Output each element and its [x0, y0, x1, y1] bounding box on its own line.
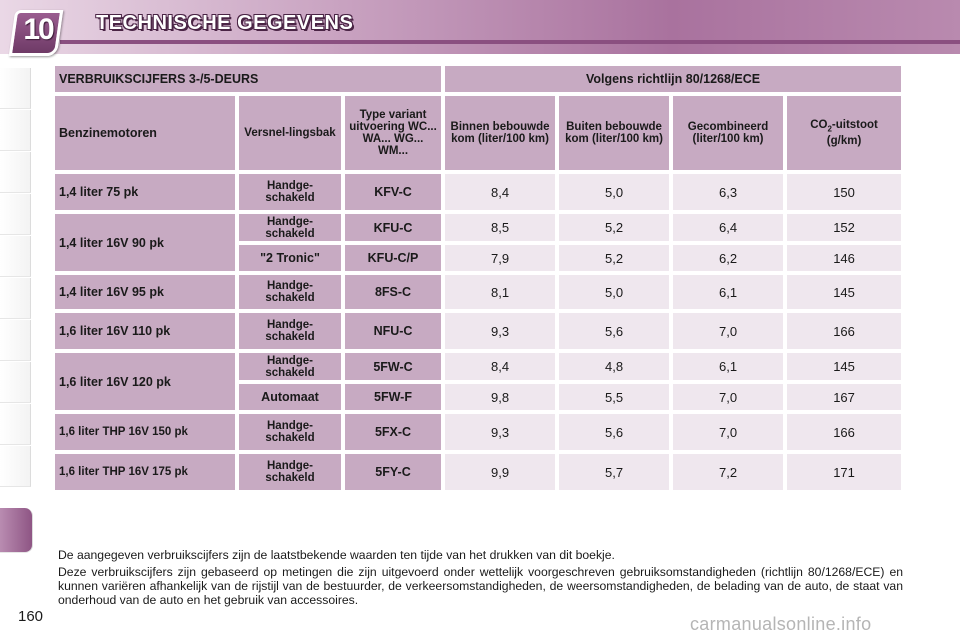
urban-cell: 8,4: [445, 353, 555, 380]
type-cell: KFU-C/P: [345, 245, 441, 271]
header-gearbox: Versnel-lingsbak: [239, 96, 341, 170]
combined-cell: 6,3: [673, 174, 783, 210]
co2-cell: 146: [787, 245, 901, 271]
combined-cell: 7,0: [673, 384, 783, 410]
co2-cell: 150: [787, 174, 901, 210]
combined-cell: 7,0: [673, 414, 783, 450]
chapter-tab[interactable]: [0, 68, 31, 109]
gearbox-cell: Automaat: [239, 384, 341, 410]
urban-cell: 9,3: [445, 414, 555, 450]
type-cell: 8FS-C: [345, 275, 441, 309]
engine-cell: 1,6 liter 16V 110 pk: [55, 313, 235, 349]
engine-cell: 1,4 liter 75 pk: [55, 174, 235, 210]
co2-cell: 171: [787, 454, 901, 490]
chapter-tab[interactable]: [0, 446, 31, 487]
header-type-variant: Type variant uitvoering WC... WA... WG... WM...: [345, 96, 441, 170]
footnote-paragraph: De aangegeven verbruikscijfers zijn de laatstbekende waarden ten tijde van het drukken van dit boekje.: [58, 548, 615, 562]
chapter-tab[interactable]: [0, 362, 31, 403]
chapter-tab[interactable]: [0, 278, 31, 319]
header-extra-urban: Buiten bebouwde kom (liter/100 km): [559, 96, 669, 170]
table-row: [55, 174, 901, 210]
header-combined: Gecombineerd (liter/100 km): [673, 96, 783, 170]
urban-cell: 9,8: [445, 384, 555, 410]
combined-cell: 6,2: [673, 245, 783, 271]
gearbox-cell: Handge-schakeld: [239, 275, 341, 309]
engine-cell: 1,6 liter 16V 120 pk: [55, 353, 235, 410]
urban-cell: 8,5: [445, 214, 555, 241]
header-urban: Binnen bebouwde kom (liter/100 km): [445, 96, 555, 170]
header-co2: $CO_2$-uitstoot (g/km): [787, 96, 901, 170]
extra-urban-cell: 5,6: [559, 313, 669, 349]
gearbox-cell: Handge-schakeld: [239, 454, 341, 490]
table-directive: Volgens richtlijn 80/1268/ECE: [445, 66, 901, 92]
table-title: VERBRUIKSCIJFERS 3-/5-DEURS: [55, 66, 441, 92]
co2-cell: 145: [787, 353, 901, 380]
chapter-tab-rail: [0, 60, 34, 560]
gearbox-cell: "2 Tronic": [239, 245, 341, 271]
footnote: [58, 548, 903, 610]
type-cell: 5FW-C: [345, 353, 441, 380]
urban-cell: 8,4: [445, 174, 555, 210]
chapter-tab[interactable]: [0, 320, 31, 361]
co2-cell: 166: [787, 313, 901, 349]
combined-cell: 7,0: [673, 313, 783, 349]
type-cell: 5FX-C: [345, 414, 441, 450]
extra-urban-cell: 5,5: [559, 384, 669, 410]
co2-cell: 166: [787, 414, 901, 450]
extra-urban-cell: 5,0: [559, 275, 669, 309]
urban-cell: 7,9: [445, 245, 555, 271]
combined-cell: 6,4: [673, 214, 783, 241]
extra-urban-cell: 5,7: [559, 454, 669, 490]
gearbox-cell: Handge-schakeld: [239, 313, 341, 349]
engine-cell: 1,4 liter 16V 90 pk: [55, 214, 235, 271]
header-divider: [60, 40, 960, 44]
consumption-table-wrapper: [55, 62, 905, 494]
footnote-paragraph: Deze verbruikscijfers zijn gebaseerd op metingen die zijn uitgevoerd onder wettelijk voorgeschreven gebruiksomstandigheden (richtlijn 80/1268/ECE) en kunnen variëren afhankelijk van de rijstijl van de bestuurder, de verkeersomstandigheden, de weersomstandigheden, de belading van de auto, de staat van onderhoud van de auto en het gebruik van accessoires.: [58, 565, 903, 607]
extra-urban-cell: 5,2: [559, 214, 669, 241]
chapter-tab[interactable]: [0, 404, 31, 445]
page-title: TECHNISCHE GEGEVENS: [96, 12, 354, 34]
chapter-tab[interactable]: [0, 236, 31, 277]
table-row: [55, 414, 901, 450]
chapter-number: 10: [23, 13, 53, 46]
type-cell: KFU-C: [345, 214, 441, 241]
extra-urban-cell: 5,6: [559, 414, 669, 450]
co2-cell: 152: [787, 214, 901, 241]
gearbox-cell: Handge-schakeld: [239, 174, 341, 210]
chapter-tab[interactable]: [0, 152, 31, 193]
extra-urban-cell: 5,2: [559, 245, 669, 271]
table-row: [55, 275, 901, 309]
gearbox-cell: Handge-schakeld: [239, 414, 341, 450]
urban-cell: 9,3: [445, 313, 555, 349]
table-row: [55, 353, 901, 380]
co2-cell: 145: [787, 275, 901, 309]
chapter-tab[interactable]: [0, 110, 31, 151]
extra-urban-cell: 5,0: [559, 174, 669, 210]
header-engines: Benzinemotoren: [55, 96, 235, 170]
engine-cell: 1,6 liter THP 16V 175 pk: [55, 454, 235, 490]
type-cell: 5FY-C: [345, 454, 441, 490]
type-cell: 5FW-F: [345, 384, 441, 410]
table-row: [55, 313, 901, 349]
type-cell: NFU-C: [345, 313, 441, 349]
extra-urban-cell: 4,8: [559, 353, 669, 380]
co2-cell: 167: [787, 384, 901, 410]
combined-cell: 6,1: [673, 275, 783, 309]
table-row: [55, 454, 901, 490]
combined-cell: 7,2: [673, 454, 783, 490]
type-cell: KFV-C: [345, 174, 441, 210]
chapter-tab[interactable]: [0, 194, 31, 235]
page-number: 160: [18, 608, 44, 625]
chapter-tab-active[interactable]: [0, 508, 33, 553]
table-row: [55, 214, 901, 241]
engine-cell: 1,6 liter THP 16V 150 pk: [55, 414, 235, 450]
urban-cell: 9,9: [445, 454, 555, 490]
consumption-table: [51, 62, 905, 494]
engine-cell: 1,4 liter 16V 95 pk: [55, 275, 235, 309]
gearbox-cell: Handge-schakeld: [239, 214, 341, 241]
combined-cell: 6,1: [673, 353, 783, 380]
gearbox-cell: Handge-schakeld: [239, 353, 341, 380]
watermark: carmanualsonline.info: [690, 614, 872, 634]
urban-cell: 8,1: [445, 275, 555, 309]
